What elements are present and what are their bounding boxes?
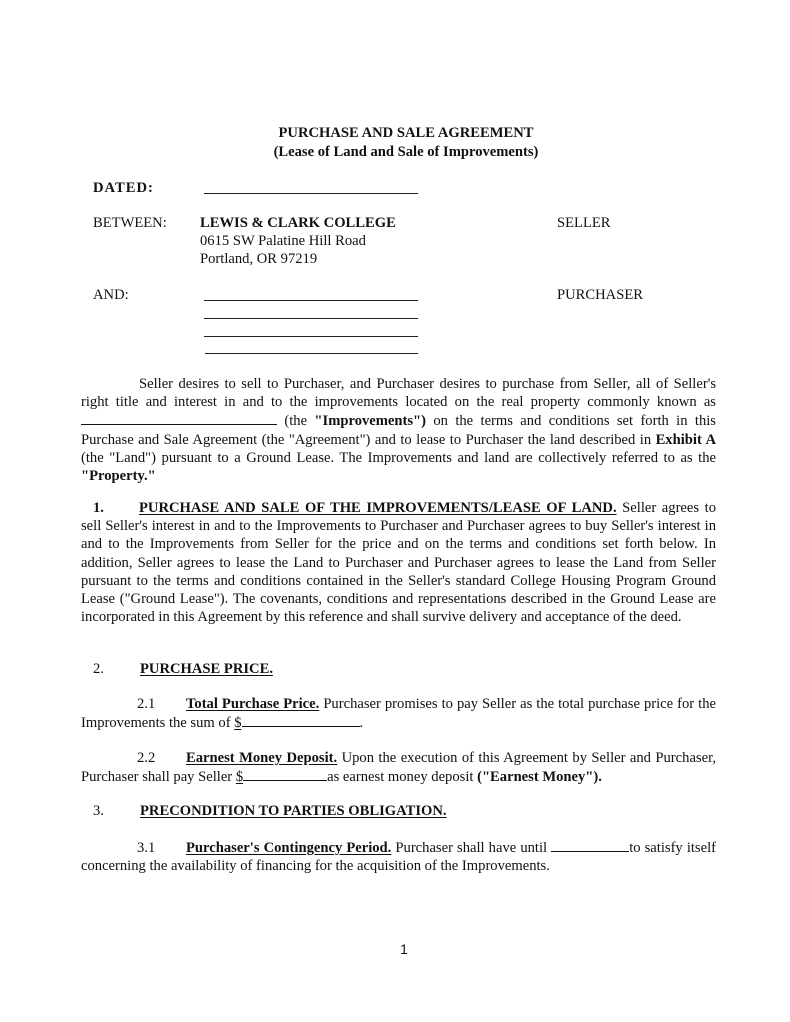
- section-2-header: [93, 660, 273, 678]
- recital-paragraph: Seller desires to sell to Purchaser, and Purchaser desires to purchase from Seller, all of Seller's right title and interest in and to the improvements located on the real property commonly known as (the "Improvements") on the terms and conditions set forth in this Purchase and Sale Agreement (the "Agreement") and to lease to Purchaser the land described in Exhibit A (the "Land") pursuant to a Ground Lease. The Improvements and land are collectively referred to as the "Property.": [81, 376, 716, 485]
- section-3-1: 3.1 Purchaser's Contingency Period. Purchaser shall have until to satisfy itself concerning the availability of financing for the acquisition of the Improvements.: [81, 840, 716, 875]
- section-3-1-heading: Purchaser's Contingency Period.: [186, 840, 392, 856]
- purchaser-line-2[interactable]: [204, 318, 418, 319]
- seller-address-line1: 0615 SW Palatine Hill Road: [200, 233, 366, 249]
- section-1: [81, 499, 716, 626]
- contingency-date-field[interactable]: [551, 838, 629, 852]
- section-1-heading: PURCHASE AND SALE OF THE IMPROVEMENTS/LEASE OF LAND.: [139, 500, 617, 516]
- dated-label: DATED:: [93, 180, 154, 196]
- document-subtitle: (Lease of Land and Sale of Improvements): [273, 144, 539, 160]
- section-2-2-heading: Earnest Money Deposit.: [186, 750, 338, 766]
- section-2-heading: PURCHASE PRICE.: [140, 661, 273, 677]
- purchaser-role: PURCHASER: [557, 287, 643, 303]
- exhibit-a-reference: Exhibit A: [655, 431, 716, 448]
- purchaser-line-1[interactable]: [204, 300, 418, 301]
- dated-field[interactable]: [204, 193, 418, 194]
- purchaser-line-4[interactable]: [205, 353, 418, 354]
- seller-address-line2: Portland, OR 97219: [200, 251, 318, 267]
- total-purchase-price-field[interactable]: [242, 713, 360, 727]
- section-2-1: 2.1 Total Purchase Price. Purchaser promises to pay Seller as the total purchase price for the Improvements the sum of $ .: [81, 696, 716, 732]
- section-3-header: [93, 802, 447, 820]
- section-2-1-heading: Total Purchase Price.: [186, 696, 320, 712]
- earnest-money-term: ("Earnest Money").: [477, 769, 602, 786]
- section-3-1-number: 3.1: [137, 840, 156, 856]
- section-2-1-number: 2.1: [137, 696, 156, 712]
- section-3-number: 3.: [93, 803, 104, 819]
- earnest-money-field[interactable]: [243, 767, 327, 781]
- section-2-2: 2.2 Earnest Money Deposit. Upon the execution of this Agreement by Seller and Purchaser, Purchaser shall pay Seller $ as earnest money deposit ("Earnest Money").: [81, 750, 716, 786]
- section-2-number: 2.: [93, 661, 104, 677]
- between-label: BETWEEN:: [93, 215, 167, 231]
- page-number: 1: [400, 941, 408, 957]
- property-address-field[interactable]: [81, 411, 277, 425]
- and-label: AND:: [93, 287, 129, 303]
- section-3-heading: PRECONDITION TO PARTIES OBLIGATION.: [140, 803, 447, 819]
- section-1-number: 1.: [93, 500, 104, 516]
- purchaser-line-3[interactable]: [204, 336, 418, 337]
- section-1-body: Seller agrees to sell Seller's interest in and to the Improvements to Purchaser and Purchaser agrees to buy Seller's interest in and to the Improvements from Seller for the price and on the terms and conditions set forth below. In addition, Seller agrees to lease the Land to Purchaser and Purchaser agrees to lease the Land from Seller pursuant to the terms and conditions contained in the Seller's standard College Housing Program Ground Lease ("Ground Lease"). The covenants, conditions and representations described in the Ground Lease are incorporated in this Agreement by this reference and shall survive delivery and acceptance of the deed.: [81, 500, 716, 626]
- seller-role: SELLER: [557, 215, 611, 231]
- document-title: PURCHASE AND SALE AGREEMENT: [278, 125, 534, 141]
- section-2-2-number: 2.2: [137, 750, 156, 766]
- improvements-term: "Improvements"): [314, 413, 427, 430]
- seller-name: LEWIS & CLARK COLLEGE: [200, 215, 396, 231]
- property-term: "Property.": [81, 468, 156, 485]
